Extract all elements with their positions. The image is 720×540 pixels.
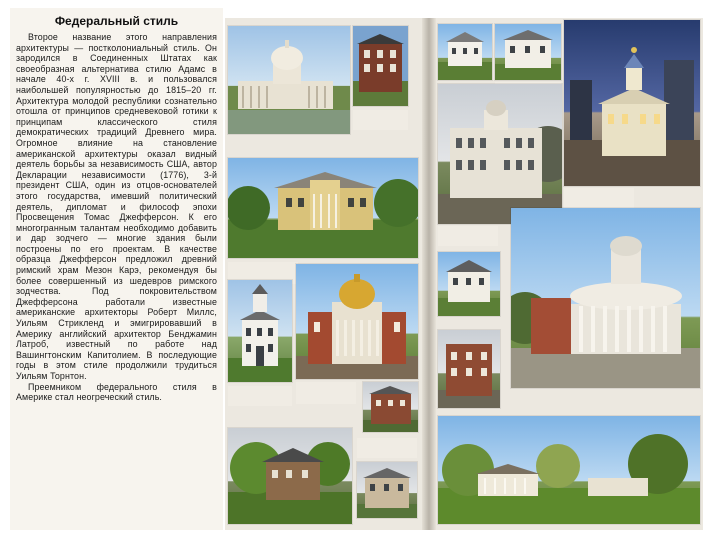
caption-4 xyxy=(296,382,356,404)
paragraph-2: Преемником федерального стиля в Америке стал неогреческий стиль. xyxy=(16,381,217,403)
photo-brick-row xyxy=(363,382,418,432)
book-spread xyxy=(225,18,703,530)
photo-capitol xyxy=(228,26,350,134)
photo-plain-house xyxy=(357,462,417,518)
photo-gold-dome xyxy=(296,264,418,379)
photo-white-house-1 xyxy=(438,24,492,80)
text-page xyxy=(10,8,223,530)
caption-5 xyxy=(357,438,417,458)
photo-city-hall xyxy=(438,84,562,224)
photo-small-white-house xyxy=(438,252,500,316)
photo-white-tower xyxy=(228,280,292,382)
photo-green-house xyxy=(228,428,352,524)
book-gutter xyxy=(422,18,436,530)
photo-rotunda xyxy=(511,208,700,388)
caption-3 xyxy=(228,386,292,406)
caption-7 xyxy=(564,188,634,210)
photo-white-house-2 xyxy=(495,24,561,80)
paragraph-1: Второе название этого направления архитектуры — постколониальный стиль. Он зародился в Соединенных Штатах как своеобразная альтернатива стилю Адамс в начале 40-х г. XVIII в. и пользовался наибольшей популярностью до 1815–20 гг. Архитектура молодой республики сознательно отошла от принципов средневековой готики к принципам классического стиля демократических традиций Древнего мира. Огромное влияние на становление американской архитектуры оказал видный деятель борьбы за независимость США, автор Декларации независимости (1776), 3-й президент США, один из отцов-основателей этого государства, имевший политический деятель, дипломат и философ эпохи Просвещения Томас Джефферсон. К его многогранным талантам необходимо добавить и дар зодчего — многие здания были построены по его проектам. В качестве образца Джефферсон предложил древний римский храм Мезон Карэ, рекомендуя бы более совершенный из шедевров римского зодчества. Под покровительством Джефферсона работали известные американские архитекторы Роберт Миллс, Уильям Стрикленд и эмигрировавший в Америку английский архитектор Бенджамин Латроб, известный по работе над Вашингтонским Капитолием. В последующие годы в этом стиле продолжили трудиться Уильям Торнтон. xyxy=(16,32,217,381)
photo-brick-house xyxy=(353,26,408,106)
page-title: Федеральный стиль xyxy=(54,14,179,28)
photo-campus xyxy=(438,416,700,524)
caption-8 xyxy=(438,226,498,246)
photo-church-night xyxy=(564,20,700,186)
text-body xyxy=(16,32,217,403)
photo-yellow-mansion xyxy=(228,158,418,258)
caption-1 xyxy=(353,110,408,130)
photo-brick-row-2 xyxy=(438,330,500,408)
